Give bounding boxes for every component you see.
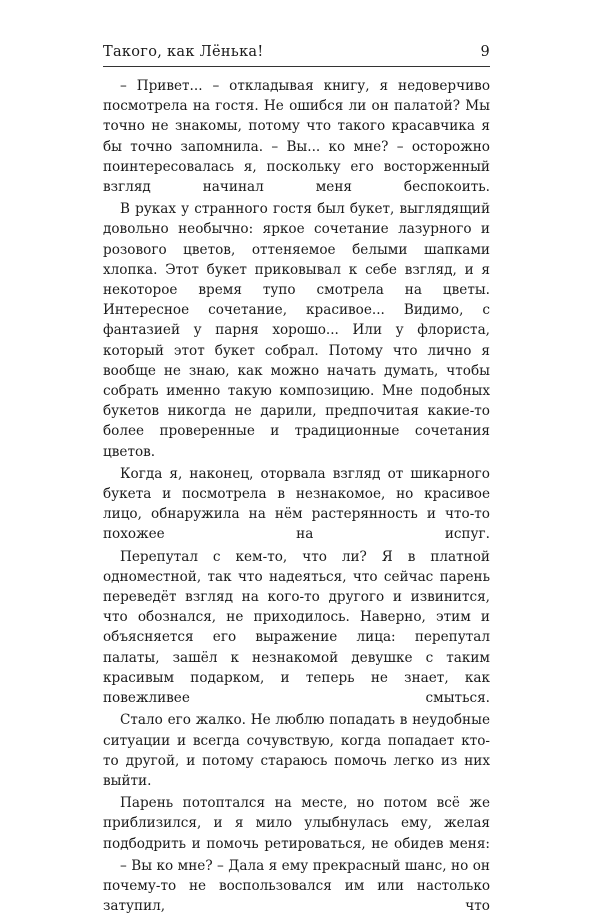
paragraph: – Вы ко мне? – Дала я ему прекрасный шанс, но он почему-то не воспользовался им или настолько затупил, что	[103, 857, 490, 915]
paragraph: Перепутал с кем-то, что ли? Я в платной одноместной, так что надеяться, что сейчас парень переведёт взгляд на кого-то другого и извинится, что обознался, не приходилось. Наверно, этим и объясняется его выражение лица: перепутал палаты, зашёл к незнакомой девушке с таким красивым подарком, и теперь не знает, как повежливее смыться.	[103, 548, 490, 707]
paragraph: В руках у странного гостя был букет, выглядящий довольно необычно: яркое сочетание лазурного и розового цветов, оттеняемое белыми шапками хлопка. Этот букет приковывал к себе взгляд, и я некоторое время тупо смотрела на цветы. Интересное сочетание, красивое... Видимо, с фантазией у парня хорошо... Или у флориста, который этот букет собрал. Потому что лично я вообще не знаю, как можно начать думать, чтобы собрать именно такую композицию. Мне подобных букетов никогда не дарили, предпочитая какие-то более проверенные и традиционные сочетания цветов.	[103, 201, 490, 460]
paragraph: – Привет... – откладывая книгу, я недоверчиво посмотрела на гостя. Не ошибся ли он палатой? Мы точно не знакомы, потому что такого красавчика я бы точно запомнила. – Вы... ко мне? – осторожно поинтересовалась я, поскольку его восторженный взгляд начинал меня беспокоить.	[103, 78, 490, 196]
paragraph: Когда я, наконец, оторвала взгляд от шикарного букета и посмотрела в незнакомое, но красивое лицо, обнаружила на нём растерянность и что-то похожее на испуг.	[103, 465, 490, 543]
paragraph: Стало его жалко. Не люблю попадать в неудобные ситуации и всегда сочувствую, когда попадает кто-то другой, и потому стараюсь помочь легко из них выйти.	[103, 712, 490, 789]
page-number: 9	[480, 44, 490, 60]
paragraph: Парень потоптался на месте, но потом всё же приблизился, и я мило улыбнулась ему, желая подбодрить и помочь ретироваться, не обидев меня:	[103, 795, 490, 852]
chapter-title: Такого, как Лёнька!	[103, 44, 264, 60]
running-header	[103, 44, 490, 67]
page-body	[103, 76, 490, 918]
